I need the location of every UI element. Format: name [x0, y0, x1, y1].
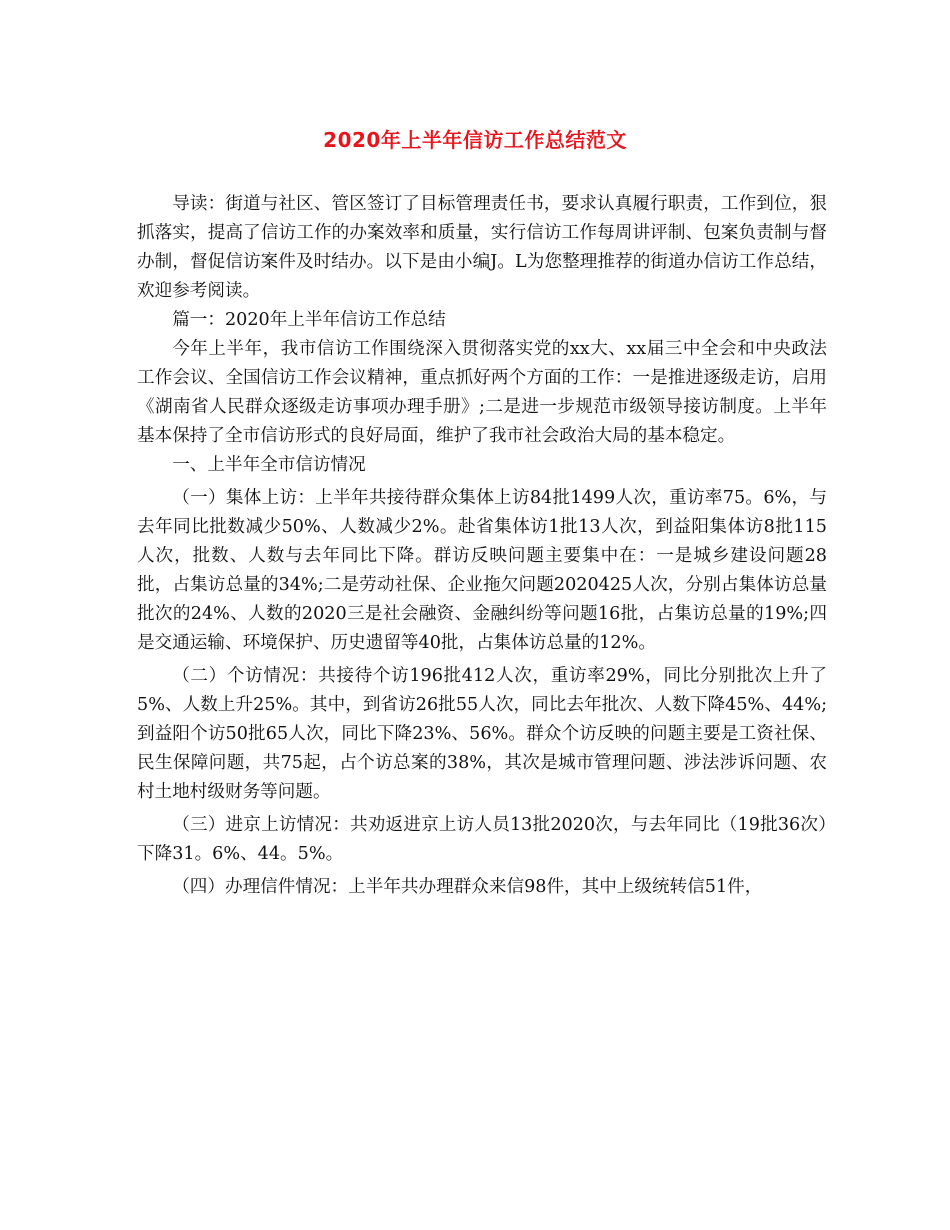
section-heading-petition-situation: 一、上半年全市信访情况: [172, 455, 366, 475]
paragraph-collective-petitions: （一）集体上访：上半年共接待群众集体上访84批1499人次，重访率75。6%，与去年同比批数减少50%、人数减少2%。赴省集体访1批13人次，到益阳集体访8批115人次，批数、人数与去年同比下降。群访反映问题主要集中在：一是城乡建设问题28批，占集访总量的34%;二是劳动社保、企业拖欠问题2020425人次，分别占集体访总量批次的24%、人数的2020三是社会融资、金融纠纷等问题16批，占集访总量的19%;四是交通运输、环境保护、历史遗留等40批，占集体访总量的12%。: [137, 488, 827, 653]
document-title: 2020年上半年信访工作总结范文: [323, 128, 627, 152]
document-body: [137, 190, 827, 902]
paragraph-part-one-heading: 篇一：2020年上半年信访工作总结: [172, 310, 446, 330]
paragraph-individual-petitions: （二）个访情况：共接待个访196批412人次，重访率29%，同比分别批次上升了5%、人数上升25%。其中，到省访26批55人次，同比去年批次、人数下降45%、44%;到益阳个访50批65人次，同比下降23%、56%。群众个访反映的问题主要是工资社保、民生保障问题，共75起，占个访总案的38%，其次是城市管理问题、涉法涉诉问题、农村土地村级财务等问题。: [137, 666, 827, 802]
paragraph-intro: 导读：街道与社区、管区签订了目标管理责任书，要求认真履行职责，工作到位，狠抓落实，提高了信访工作的办案效率和质量，实行信访工作每周讲评制、包案负责制与督办制，督促信访案件及时结办。以下是由小编J。L为您整理推荐的街道办信访工作总结，欢迎参考阅读。: [137, 194, 827, 301]
paragraph-overview: 今年上半年，我市信访工作围绕深入贯彻落实党的xx大、xx届三中全会和中央政法工作会议、全国信访工作会议精神，重点抓好两个方面的工作：一是推进逐级走访，启用《湖南省人民群众逐级走访事项办理手册》;二是进一步规范市级领导接访制度。上半年基本保持了全市信访形式的良好局面，维护了我市社会政治大局的基本稳定。: [137, 339, 827, 446]
paragraph-letters-handling: （四）办理信件情况：上半年共办理群众来信98件，其中上级统转信51件，: [172, 877, 763, 897]
paragraph-beijing-petitions: （三）进京上访情况：共劝返进京上访人员13批2020次，与去年同比（19批36次）下降31。6%、44。5%。: [137, 815, 827, 864]
